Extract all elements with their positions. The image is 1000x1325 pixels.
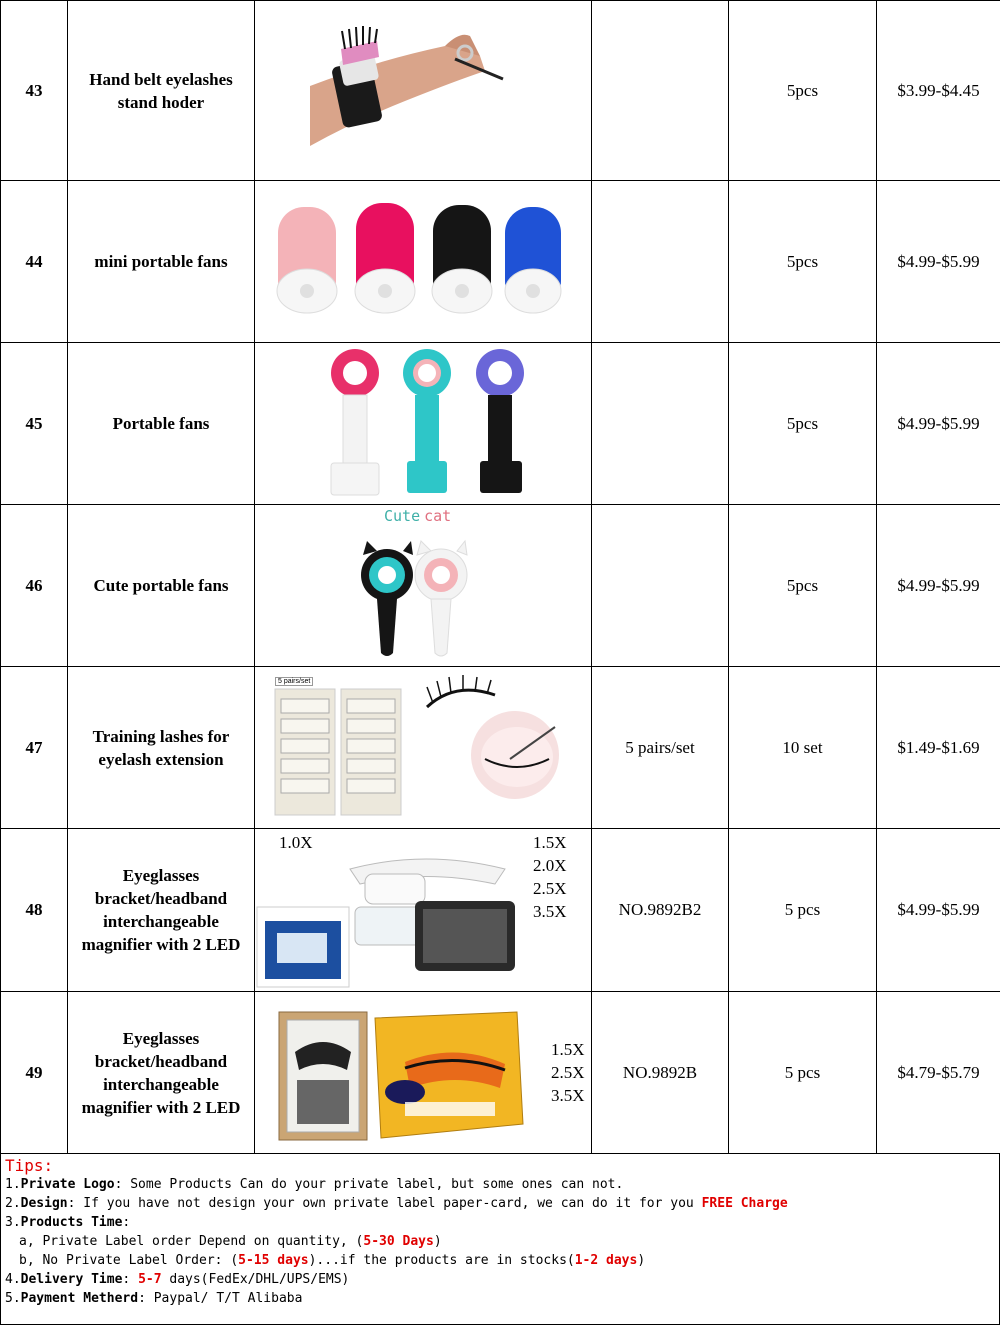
moq-cell: [729, 505, 877, 667]
product-name-text: Training lashes for eyelash extension: [92, 726, 230, 769]
hand-belt-illustration: [255, 1, 591, 181]
tip-highlight: 1-2 days: [574, 1253, 638, 1268]
magnification-label: 1.0X: [279, 833, 313, 852]
price-text: $4.99-$5.99: [897, 575, 980, 595]
spec-cell: [592, 992, 729, 1154]
price-text: $4.79-$5.79: [897, 1062, 980, 1082]
magnification-option: 3.5X: [551, 1086, 585, 1105]
cute-cat-caption: [384, 507, 451, 526]
table-row: [0, 343, 1000, 505]
row-number-text: 46: [25, 575, 43, 595]
table-row: [0, 505, 1000, 667]
tip-private-logo: [5, 1175, 995, 1194]
tip-number: 3.: [5, 1215, 21, 1230]
price-cell: [877, 505, 1000, 667]
table-row: [0, 181, 1000, 343]
price-text: $3.99-$4.45: [897, 80, 980, 100]
spec-text: 5 pairs/set: [625, 737, 695, 757]
tip-key: Products Time: [20, 1215, 123, 1230]
tip-text: a, Private Label order Depend on quantity, (: [19, 1234, 364, 1249]
product-image-magnifier-box: [255, 992, 592, 1154]
moq-cell: [729, 343, 877, 505]
caption-cat: cat: [424, 507, 452, 525]
tips-title: Tips:: [5, 1156, 54, 1175]
price-cell: [877, 343, 1000, 505]
table-row: [0, 992, 1000, 1154]
tip-highlight: 5-7: [138, 1272, 162, 1287]
spec-cell: [592, 181, 729, 343]
tip-text: :: [122, 1215, 131, 1230]
row-number-text: 48: [25, 900, 43, 919]
row-number: [0, 829, 68, 992]
moq-cell: [729, 829, 877, 992]
spec-cell: [592, 343, 729, 505]
moq-cell: [729, 992, 877, 1154]
tips-section: [0, 1154, 1000, 1325]
product-name: [68, 505, 255, 667]
row-number: [0, 505, 68, 667]
tip-number: 5.: [5, 1291, 21, 1306]
tip-highlight: 5-15 days: [238, 1253, 309, 1268]
row-number: [0, 667, 68, 829]
product-name-text: Hand belt eyelashes stand hoder: [89, 69, 233, 112]
portable-fans-illustration: [255, 343, 591, 505]
spec-cell: [592, 667, 729, 829]
price-cell: [877, 992, 1000, 1154]
tip-text: ): [433, 1234, 442, 1249]
moq-cell: [729, 181, 877, 343]
product-image-cute-fans: [255, 505, 592, 667]
tip-products-time-a: [5, 1232, 995, 1251]
moq-text: 5pcs: [786, 575, 819, 595]
tip-delivery-time: [5, 1270, 995, 1289]
tip-text: : Some Products Can do your private label, but some ones can not.: [114, 1177, 624, 1192]
table-row: [0, 829, 1000, 992]
price-cell: [877, 1, 1000, 181]
moq-cell: [729, 667, 877, 829]
tip-highlight: FREE Charge: [701, 1196, 788, 1211]
tip-text: : If you have not design your own private label paper-card, we can do it for you: [67, 1196, 702, 1211]
tip-key: Private Logo: [20, 1177, 115, 1192]
price-text: $4.99-$5.99: [897, 413, 980, 433]
moq-cell: [729, 1, 877, 181]
tip-text: : Paypal/ T/T Alibaba: [138, 1291, 303, 1306]
moq-text: 5 pcs: [784, 1062, 821, 1082]
product-name: [68, 992, 255, 1154]
tip-products-time: [5, 1213, 995, 1232]
product-image-magnifier: [255, 829, 592, 992]
product-name-text: Portable fans: [112, 414, 210, 433]
price-cell: [877, 181, 1000, 343]
tip-text: days(FedEx/DHL/UPS/EMS): [161, 1272, 350, 1287]
cute-fans-illustration: [255, 505, 591, 667]
product-name-text: Eyeglasses bracket/headband interchangeable magnifier with 2 LED: [81, 1028, 241, 1117]
magnifier-box-illustration: [255, 992, 591, 1154]
row-number-text: 47: [25, 737, 43, 757]
spec-cell: [592, 829, 729, 992]
price-text: $4.99-$5.99: [897, 900, 980, 919]
moq-text: 5pcs: [786, 251, 819, 271]
spec-text: NO.9892B2: [618, 900, 702, 919]
table-row: [0, 667, 1000, 829]
product-image-hand-belt: [255, 1, 592, 181]
magnification-list: [551, 1038, 585, 1107]
tip-number: 2.: [5, 1196, 21, 1211]
tip-text: b, No Private Label Order: (: [19, 1253, 239, 1268]
tip-key: Design: [20, 1196, 68, 1211]
row-number: [0, 1, 68, 181]
magnification-option: 3.5X: [533, 902, 567, 921]
caption-cute: Cute: [384, 507, 421, 525]
price-text: $1.49-$1.69: [897, 737, 980, 757]
mini-fans-illustration: [255, 181, 591, 343]
tip-text: )...if the products are in stocks(: [308, 1253, 575, 1268]
tip-text: :: [122, 1272, 139, 1287]
moq-text: 5pcs: [786, 80, 819, 100]
row-number-text: 45: [25, 413, 43, 433]
row-number-text: 49: [25, 1062, 43, 1082]
tip-key: Delivery Time: [20, 1272, 123, 1287]
box-label: 5 pairs/set: [275, 677, 313, 686]
spec-text: NO.9892B: [622, 1062, 698, 1082]
row-number: [0, 181, 68, 343]
tip-design: [5, 1194, 995, 1213]
product-name: [68, 667, 255, 829]
product-image-mini-fans: [255, 181, 592, 343]
row-number: [0, 343, 68, 505]
row-number-text: 43: [25, 80, 43, 100]
tip-key: Payment Metherd: [20, 1291, 139, 1306]
magnification-option: 2.5X: [551, 1063, 585, 1082]
product-name: [68, 829, 255, 992]
product-name: [68, 181, 255, 343]
magnification-option: 1.5X: [533, 833, 567, 852]
tip-number: 1.: [5, 1177, 21, 1192]
magnification-list: [533, 831, 567, 923]
product-name: [68, 1, 255, 181]
price-cell: [877, 829, 1000, 992]
price-text: $4.99-$5.99: [897, 251, 980, 271]
product-image-training-lashes: [255, 667, 592, 829]
tip-text: ): [637, 1253, 646, 1268]
moq-text: 5 pcs: [784, 900, 821, 919]
product-name-text: mini portable fans: [94, 252, 228, 271]
spec-cell: [592, 505, 729, 667]
tip-number: 4.: [5, 1272, 21, 1287]
table-row: [0, 1, 1000, 181]
moq-text: 5pcs: [786, 413, 819, 433]
product-image-portable-fans: [255, 343, 592, 505]
magnification-option: 2.5X: [533, 879, 567, 898]
price-cell: [877, 667, 1000, 829]
tip-highlight: 5-30 Days: [363, 1234, 434, 1249]
moq-text: 10 set: [782, 737, 823, 757]
training-lashes-illustration: [255, 667, 591, 829]
magnification-option: 2.0X: [533, 856, 567, 875]
row-number: [0, 992, 68, 1154]
magnification-option: 1.5X: [551, 1040, 585, 1059]
product-name-text: Eyeglasses bracket/headband interchangeable magnifier with 2 LED: [81, 866, 241, 954]
row-number-text: 44: [25, 251, 43, 271]
product-name-text: Cute portable fans: [93, 576, 229, 595]
spec-cell: [592, 1, 729, 181]
tip-payment-method: [5, 1289, 995, 1308]
tip-products-time-b: [5, 1251, 995, 1270]
product-name: [68, 343, 255, 505]
